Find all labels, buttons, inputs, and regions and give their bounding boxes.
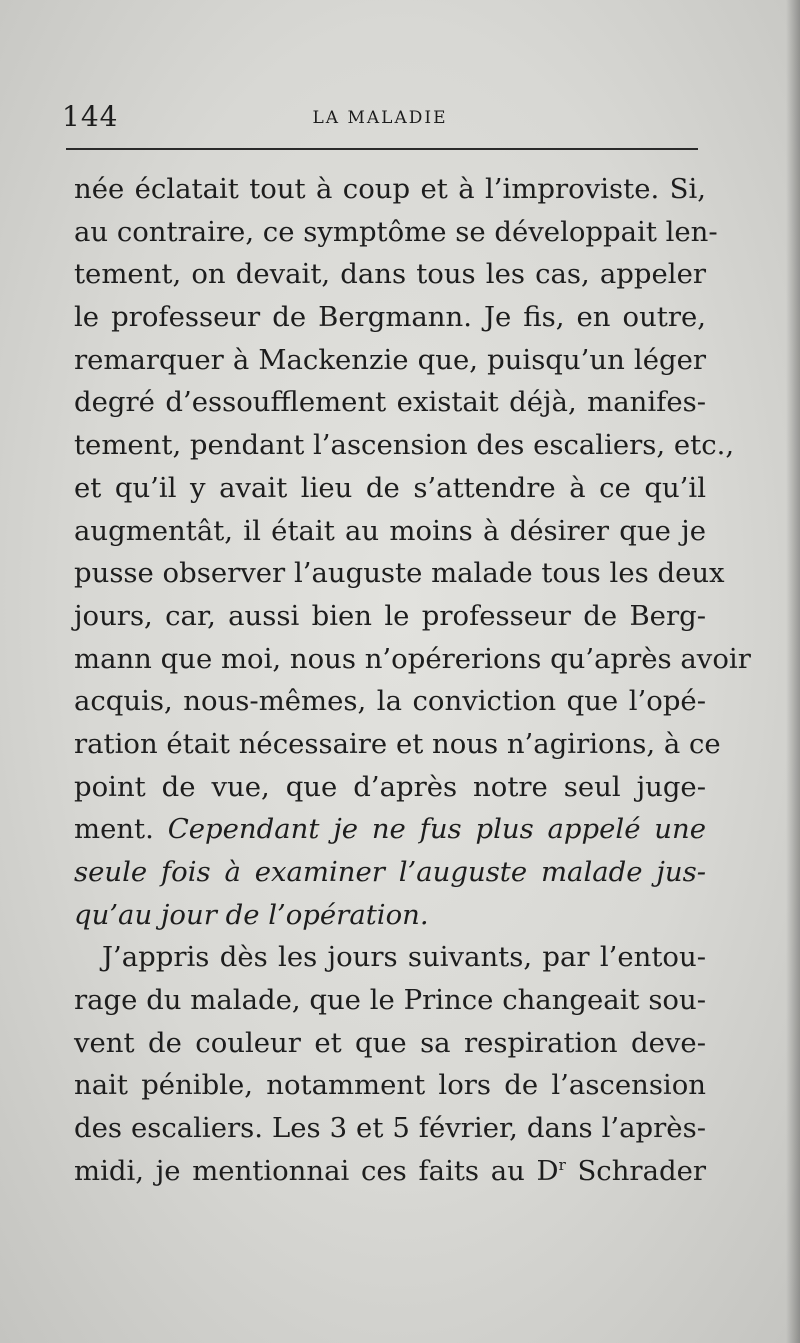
text-line: rage du malade, que le Prince changeait sou-: [74, 984, 706, 1017]
text-line: ration était nécessaire et nous n’agirions, à ce: [74, 727, 721, 760]
text-line: nait pénible, notamment lors de l’ascension: [74, 1069, 706, 1102]
text-roman: ment.: [74, 813, 154, 846]
text-line: tement, pendant l’ascension des escaliers, etc.,: [74, 429, 735, 462]
text-italic: Cependant je ne fus plus appelé une: [167, 813, 706, 846]
page-edge-shadow: [786, 0, 800, 1343]
text-line: degré d’essoufflement existait déjà, manifes-: [74, 386, 706, 419]
body-text: [74, 168, 751, 1193]
text-after-sup: Schrader: [565, 1154, 706, 1187]
text-line: tement, on devait, dans tous les cas, appeler: [74, 258, 706, 291]
text-line: le professeur de Bergmann. Je fis, en outre,: [74, 301, 706, 334]
text-line: acquis, nous-mêmes, la conviction que l’opé-: [74, 685, 706, 718]
text-line-mixed: [74, 808, 706, 851]
page-number: 144: [62, 100, 119, 133]
text-line: jours, car, aussi bien le professeur de Berg-: [74, 599, 706, 632]
text-line: remarquer à Mackenzie que, puisqu’un léger: [74, 343, 706, 376]
header-rule: [66, 148, 698, 150]
paragraph-start: J’appris dès les jours suivants, par l’entou-: [102, 941, 706, 974]
text-line: née éclatait tout à coup et à l’improviste. Si,: [74, 173, 706, 205]
text-line: mann que moi, nous n’opérerions qu’après avoir: [74, 642, 751, 675]
text-line: augmentât, il était au moins à désirer que je: [74, 514, 706, 547]
text-line: vent de couleur et que sa respiration deve-: [74, 1026, 706, 1059]
text-before-sup: midi, je mentionnai ces faits au D: [74, 1154, 559, 1187]
text-line: pusse observer l’auguste malade tous les deux: [74, 557, 725, 590]
text-line-last: [74, 1150, 706, 1193]
superscript: r: [558, 1155, 566, 1174]
text-line: des escaliers. Les 3 et 5 février, dans l’après-: [74, 1112, 706, 1145]
page-header: [62, 96, 698, 142]
text-line: au contraire, ce symptôme se développait len-: [74, 215, 718, 248]
text-line-italic: qu’au jour de l’opération.: [74, 898, 429, 931]
text-line: point de vue, que d’après notre seul juge-: [74, 770, 706, 803]
text-line: et qu’il y avait lieu de s’attendre à ce qu’il: [74, 471, 706, 504]
running-head: LA MALADIE: [312, 108, 448, 128]
text-line-italic: seule fois à examiner l’auguste malade jus-: [74, 856, 706, 888]
